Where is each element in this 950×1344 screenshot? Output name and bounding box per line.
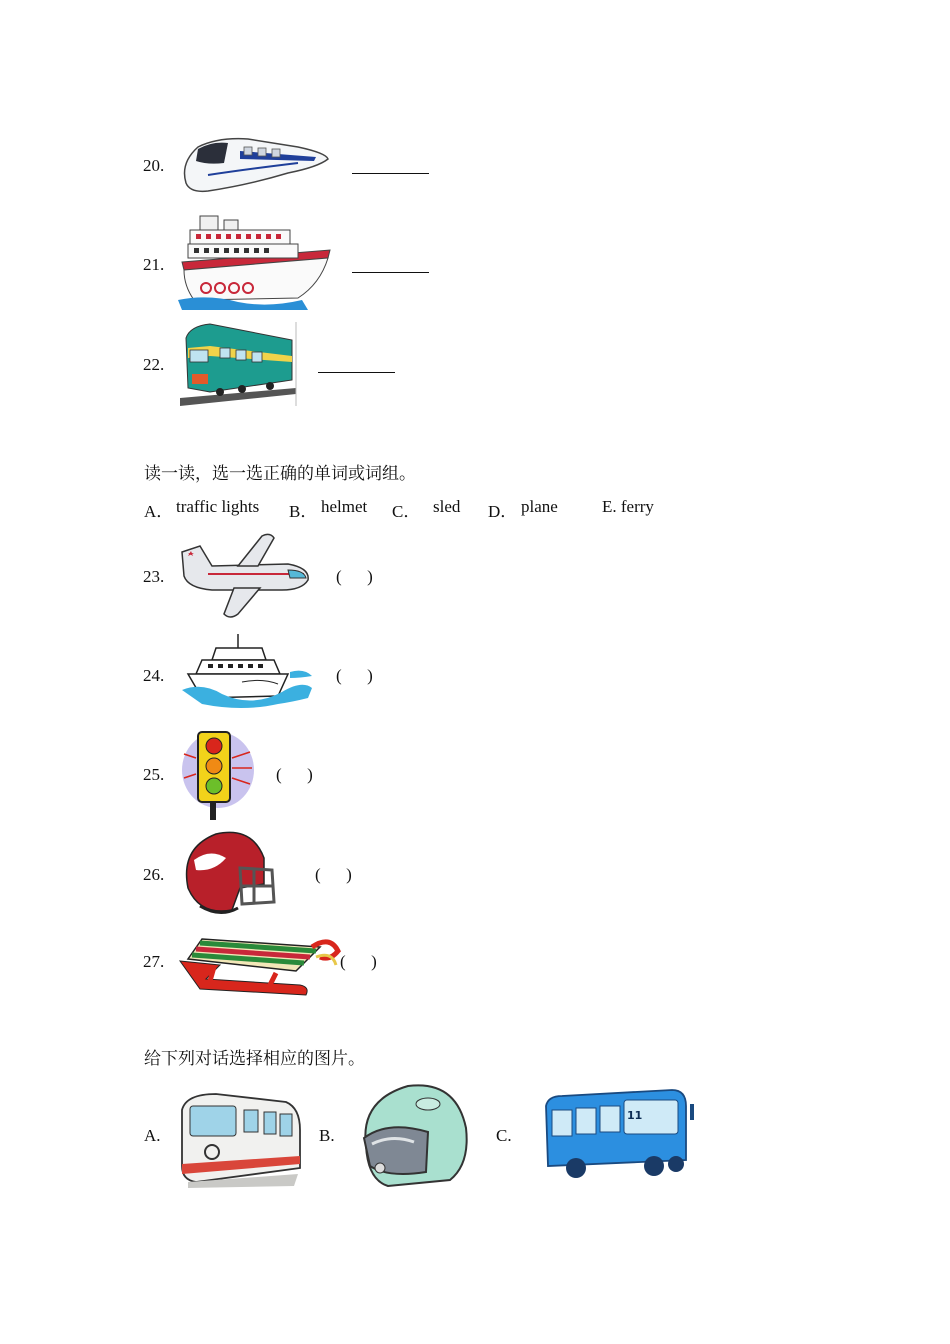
answer-blank-26[interactable]: ( ): [315, 865, 352, 884]
question-number-26: 26.: [143, 865, 165, 884]
option-c-letter: C．: [392, 502, 421, 521]
options-row: [0, 497, 950, 521]
option-d-text: plane: [521, 497, 558, 516]
question-number-20: 20.: [143, 156, 165, 175]
option-c-text: sled: [433, 497, 461, 516]
choice-a-letter: A.: [144, 1126, 161, 1145]
sled-icon: [180, 925, 342, 997]
diesel-train-icon: [180, 322, 298, 406]
instruction-choose: 读一读，选一选正确的单词或词组。: [144, 464, 416, 484]
option-a-letter: A．: [144, 502, 174, 521]
question-number-21: 21.: [143, 255, 165, 274]
question-number-24: 24.: [143, 666, 165, 685]
question-number-27: 27.: [143, 952, 165, 971]
helmet-icon: [180, 828, 276, 918]
option-b-letter: B．: [289, 502, 318, 521]
choice-c-letter: C.: [496, 1126, 512, 1145]
answer-blank-27[interactable]: ( ): [340, 952, 377, 971]
motorcycle-helmet-icon: [358, 1080, 472, 1190]
answer-line-20[interactable]: [352, 173, 429, 174]
traffic-lights-icon: [180, 728, 260, 820]
instruction-match: 给下列对话选择相应的图片。: [144, 1049, 365, 1069]
answer-blank-23[interactable]: ( ): [336, 567, 373, 586]
option-d-letter: D．: [488, 502, 518, 521]
option-a-text: traffic lights: [176, 497, 260, 516]
bullet-train-icon: [178, 133, 333, 198]
question-number-25: 25.: [143, 765, 165, 784]
option-b-text: helmet: [321, 497, 368, 516]
option-e-text: E. ferry: [602, 497, 654, 516]
bus-number: 11: [627, 1109, 643, 1122]
cruise-ship-icon: [178, 214, 334, 310]
bus-icon: [542, 1088, 696, 1184]
plane-icon: [178, 530, 313, 620]
answer-line-22[interactable]: [318, 372, 395, 373]
answer-blank-25[interactable]: ( ): [276, 765, 313, 784]
answer-blank-24[interactable]: ( ): [336, 666, 373, 685]
subway-train-icon: [176, 1090, 304, 1188]
choice-b-letter: B.: [319, 1126, 335, 1145]
question-number-22: 22.: [143, 355, 165, 374]
question-number-23: 23.: [143, 567, 165, 586]
ferry-icon: [182, 632, 314, 712]
answer-line-21[interactable]: [352, 272, 429, 273]
